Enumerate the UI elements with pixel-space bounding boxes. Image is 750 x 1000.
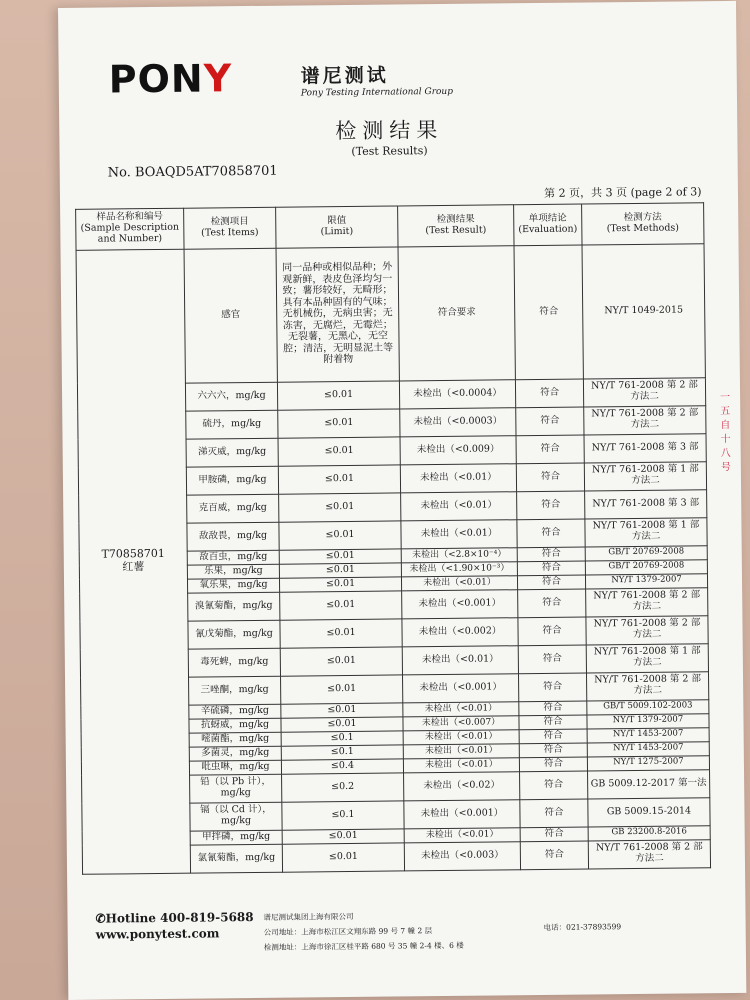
phone: 电话：021-37893599	[543, 922, 622, 932]
red-stamp-mark: 一五自十八号	[720, 391, 731, 474]
result-cell: 未检出（<0.01）	[401, 519, 517, 548]
limit-cell: ≤0.01	[279, 562, 401, 577]
method-cell: NY/T 1379-2007	[587, 713, 709, 728]
column-header-cn: 检测方法	[623, 211, 662, 223]
result-cell: 未检出（<0.01）	[403, 757, 519, 772]
report-header	[109, 53, 569, 108]
method-cell: NY/T 761-2008 第 2 部 方法二	[584, 405, 706, 434]
report-number: No. BOAQD5AT70858701	[107, 163, 278, 181]
method-cell: NY/T 1453-2007	[587, 727, 709, 742]
limit-cell: ≤0.1	[281, 730, 403, 745]
result-cell: 未检出（<0.0004）	[399, 379, 515, 408]
page-subtitle: (Test Results)	[351, 144, 428, 158]
limit-cell: ≤0.01	[280, 646, 402, 675]
sample-name: 红薯	[122, 560, 145, 574]
evaluation-cell: 符合	[518, 617, 586, 646]
evaluation-cell: 符合	[520, 770, 588, 799]
column-header-cn: 检测项目	[210, 215, 249, 227]
method-cell: NY/T 761-2008 第 1 部 方法二	[586, 643, 708, 672]
evaluation-cell: 符合	[519, 728, 587, 743]
evaluation-cell: 符合	[517, 575, 585, 590]
test-item-cell: 辛硫磷，mg/kg	[189, 704, 281, 719]
test-item-cell: 毒死蜱，mg/kg	[188, 648, 280, 677]
limit-cell: ≤0.01	[280, 590, 402, 619]
footer	[95, 905, 695, 952]
result-cell: 未检出（<0.001）	[402, 673, 518, 702]
limit-cell: ≤0.01	[281, 674, 403, 703]
limit-cell: ≤0.2	[282, 772, 404, 801]
method-cell: NY/T 761-2008 第 3 部	[585, 489, 707, 518]
limit-cell: ≤0.01	[281, 702, 403, 717]
method-cell: GB/T 20769-2008	[585, 545, 707, 560]
method-cell: NY/T 1453-2007	[587, 741, 709, 756]
result-cell: 未检出（<0.01）	[402, 645, 518, 674]
test-item-cell: 乐果，mg/kg	[187, 564, 279, 579]
evaluation-cell: 符合	[519, 701, 587, 716]
column-header	[276, 205, 398, 247]
result-cell: 未检出（<0.02）	[404, 771, 520, 800]
method-cell: NY/T 761-2008 第 2 部 方法二	[586, 615, 708, 644]
result-cell: 未检出（<0.003）	[404, 841, 520, 870]
method-cell: GB 5009.12-2017 第一法	[588, 769, 710, 798]
evaluation-cell: 符合	[520, 840, 588, 869]
logo-text: PON	[108, 56, 204, 102]
result-cell: 未检出（<0.009）	[400, 435, 516, 464]
brand-name-en: Pony Testing International Group	[300, 86, 454, 99]
method-cell: NY/T 761-2008 第 2 部 方法二	[583, 377, 705, 406]
limit-cell: ≤0.01	[282, 828, 404, 843]
method-cell: NY/T 761-2008 第 2 部 方法二	[586, 587, 708, 616]
result-cell: 未检出（<0.01）	[400, 463, 516, 492]
test-item-cell: 溴氰菊酯，mg/kg	[188, 592, 280, 621]
column-header-cn: 样品名称和编号	[96, 211, 163, 223]
brand-name-cn: 谱尼测试	[300, 64, 389, 88]
test-item-cell: 铅（以 Pb 计），mg/kg	[190, 774, 282, 803]
hotline: ✆Hotline 400-819-5688	[95, 910, 254, 926]
limit-cell: ≤0.1	[282, 800, 404, 829]
evaluation-cell: 符合	[518, 673, 586, 702]
column-header-en: (Limit)	[320, 225, 354, 237]
test-item-cell: 甲胺磷，mg/kg	[186, 466, 278, 495]
method-cell: NY/T 761-2008 第 1 部 方法二	[585, 517, 707, 546]
column-header	[582, 202, 704, 244]
evaluation-cell: 符合	[517, 491, 585, 520]
evaluation-cell: 符合	[517, 547, 585, 562]
result-cell: 未检出（<0.01）	[401, 575, 517, 590]
test-address: 检测地址：上海市徐汇区桂平路 680 号 35 幢 2-4 楼、6 楼	[263, 940, 464, 952]
test-item-cell: 敌百虫，mg/kg	[187, 550, 279, 565]
sample-cell	[76, 249, 191, 874]
result-cell: 未检出（<0.001）	[402, 589, 518, 618]
test-item-cell: 镉（以 Cd 计），mg/kg	[190, 802, 282, 831]
test-item-cell: 硫丹，mg/kg	[186, 410, 278, 439]
method-cell: NY/T 761-2008 第 3 部	[584, 433, 706, 462]
method-cell: GB 23200.8-2016	[588, 825, 710, 840]
column-header-cn: 检测结果	[436, 213, 475, 225]
column-header-en: (Test Items)	[201, 226, 259, 239]
test-item-cell: 嘧菌酯，mg/kg	[189, 732, 281, 747]
evaluation-cell: 符合	[518, 589, 586, 618]
evaluation-cell: 符合	[517, 561, 585, 576]
column-header	[76, 208, 184, 250]
column-header-en: (Test Result)	[425, 224, 487, 236]
evaluation-cell: 符合	[519, 756, 587, 771]
test-item-cell: 氰戊菊酯，mg/kg	[188, 620, 280, 649]
limit-cell: ≤0.01	[279, 492, 401, 521]
company-address: 公司地址：上海市松江区文翔东路 99 号 7 幢 2 层	[263, 926, 433, 937]
result-cell: 未检出（<0.001）	[404, 799, 520, 828]
limit-cell: ≤0.4	[281, 758, 403, 773]
table-row	[76, 243, 705, 384]
result-cell: 未检出（<2.8×10⁻⁴）	[401, 547, 517, 562]
limit-cell: 同一品种或相似品种；外观新鲜，表皮色泽均匀一致；薯形较好，无畸形；具有本品种固有的气味；无机械伤，无病虫害；无冻害，无腐烂，无霉烂；无裂薯，无黑心，无空腔；清洁，无明显泥土等附着物	[276, 246, 399, 381]
page-title: 检测结果	[335, 117, 444, 144]
method-cell: GB 5009.15-2014	[588, 797, 710, 826]
evaluation-cell: 符合	[516, 407, 584, 436]
evaluation-cell: 符合	[515, 379, 583, 408]
method-cell: NY/T 1275-2007	[587, 755, 709, 770]
test-item-cell: 甲拌磷，mg/kg	[190, 830, 282, 845]
column-header	[514, 204, 582, 246]
table-body	[76, 243, 711, 874]
result-cell: 未检出（<0.007）	[403, 715, 519, 730]
result-cell: 符合要求	[398, 245, 515, 380]
method-cell: NY/T 1379-2007	[585, 573, 707, 588]
test-item-cell: 抗蚜威，mg/kg	[189, 718, 281, 733]
test-item-cell: 敌敌畏，mg/kg	[187, 522, 279, 551]
result-cell: 未检出（<0.0003）	[400, 407, 516, 436]
method-cell: GB/T 5009.102-2003	[587, 699, 709, 714]
limit-cell: ≤0.01	[278, 464, 400, 493]
evaluation-cell: 符合	[519, 742, 587, 757]
column-header-cn: 限值	[327, 214, 347, 226]
company-name: 谱尼测试集团上海有限公司	[263, 911, 354, 922]
result-cell: 未检出（<1.90×10⁻³）	[401, 561, 517, 576]
evaluation-cell: 符合	[518, 645, 586, 674]
evaluation-cell: 符合	[520, 826, 588, 841]
evaluation-cell: 符合	[517, 519, 585, 548]
method-cell: NY/T 761-2008 第 1 部 方法二	[584, 461, 706, 490]
column-header-en: (Test Methods)	[606, 222, 680, 234]
result-cell: 未检出（<0.01）	[404, 827, 520, 842]
limit-cell: ≤0.01	[278, 408, 400, 437]
test-item-cell: 氧乐果，mg/kg	[187, 578, 279, 593]
limit-cell: ≤0.01	[281, 716, 403, 731]
evaluation-cell: 符合	[516, 435, 584, 464]
column-header-cn: 单项结论	[528, 212, 567, 224]
column-header-en: (Evaluation)	[518, 223, 578, 235]
column-header	[398, 204, 514, 246]
limit-cell: ≤0.01	[280, 618, 402, 647]
result-cell: 未检出（<0.01）	[403, 701, 519, 716]
test-item-cell: 感官	[184, 248, 277, 383]
method-cell: GB/T 20769-2008	[585, 559, 707, 574]
limit-cell: ≤0.01	[279, 576, 401, 591]
evaluation-cell: 符合	[519, 714, 587, 729]
result-cell: 未检出（<0.01）	[403, 743, 519, 758]
limit-cell: ≤0.01	[282, 842, 404, 871]
evaluation-cell: 符合	[516, 463, 584, 492]
result-cell: 未检出（<0.002）	[402, 617, 518, 646]
evaluation-cell: 符合	[520, 798, 588, 827]
method-cell: NY/T 761-2008 第 2 部 方法二	[586, 671, 708, 700]
result-cell: 未检出（<0.01）	[401, 491, 517, 520]
pony-logo	[109, 56, 233, 101]
method-cell: NY/T 1049-2015	[582, 243, 705, 378]
test-item-cell: 吡虫啉，mg/kg	[189, 760, 281, 775]
test-item-cell: 三唑酮，mg/kg	[189, 676, 281, 705]
page-info: 第 2 页，共 3 页 (page 2 of 3)	[544, 185, 702, 201]
column-header	[184, 207, 276, 249]
logo-accent: Y	[203, 56, 233, 101]
limit-cell: ≤0.01	[279, 548, 401, 563]
report-page	[58, 1, 746, 1000]
test-item-cell: 氯氰菊酯，mg/kg	[190, 844, 282, 873]
result-cell: 未检出（<0.01）	[403, 729, 519, 744]
limit-cell: ≤0.01	[279, 520, 401, 549]
test-item-cell: 克百威，mg/kg	[187, 494, 279, 523]
limit-cell: ≤0.01	[277, 380, 399, 409]
limit-cell: ≤0.1	[281, 744, 403, 759]
method-cell: NY/T 761-2008 第 2 部 方法二	[588, 839, 710, 868]
limit-cell: ≤0.01	[278, 436, 400, 465]
evaluation-cell: 符合	[514, 245, 583, 380]
results-table	[75, 184, 711, 874]
test-item-cell: 多菌灵，mg/kg	[189, 746, 281, 761]
test-item-cell: 六六六，mg/kg	[185, 382, 277, 411]
column-header-en: (Sample Description and Number)	[80, 221, 180, 245]
website-link[interactable]: www.ponytest.com	[95, 926, 220, 942]
test-item-cell: 涕灭威，mg/kg	[186, 438, 278, 467]
sample-number: T70858701	[101, 547, 165, 561]
table-header-row	[76, 202, 704, 250]
